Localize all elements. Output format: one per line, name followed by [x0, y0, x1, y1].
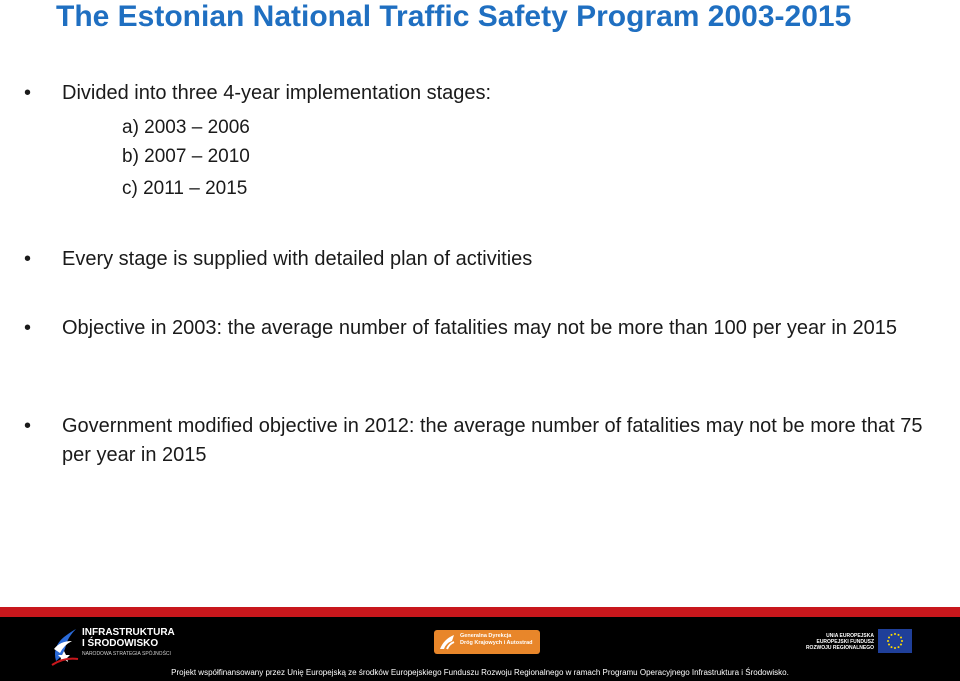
bullet-objective-2012: • Government modified objective in 2012: the average number of fatalities may not be more that 75 per year in 2015	[62, 412, 942, 470]
road-arrow-icon	[438, 633, 456, 651]
bullet-stages: • Divided into three 4-year implementation stages:	[62, 79, 942, 108]
logo-center-line2: Dróg Krajowych i Autostrad	[460, 640, 533, 646]
slide-title: The Estonian National Traffic Safety Program 2003-2015	[56, 0, 852, 33]
bullet-objective-2003: • Objective in 2003: the average number of fatalities may not be more than 100 per year in 2015	[62, 314, 942, 343]
logo-center-line1: Generalna Dyrekcja	[460, 633, 512, 639]
logo-right-line1: UNIA EUROPEJSKA	[826, 633, 874, 639]
logo-right-line2: EUROPEJSKI FUNDUSZ	[816, 639, 874, 645]
stage-item: a) 2003 – 2006	[122, 117, 250, 138]
funding-note: Projekt współfinansowany przez Unię Europejską ze środków Europejskiego Funduszu Rozwoju Regionalnego w ramach Programu Operacyjnego Infrastruktura i Środowisko.	[171, 668, 789, 677]
stage-item: b) 2007 – 2010	[122, 146, 250, 167]
logo-right-line3: ROZWOJU REGIONALNEGO	[805, 645, 874, 651]
footer-stripe	[0, 607, 960, 617]
eu-logo	[805, 629, 912, 655]
stage-item: c) 2011 – 2015	[122, 178, 248, 199]
logo-left-line2: I ŚRODOWISKO	[82, 638, 159, 649]
eu-flag-icon	[878, 629, 912, 653]
gddkia-logo	[434, 630, 540, 654]
star-swirl-icon	[50, 627, 80, 667]
logo-left-line1: INFRASTRUKTURA	[82, 627, 175, 638]
bullet-plan: • Every stage is supplied with detailed plan of activities	[62, 245, 942, 274]
infrastruktura-logo	[50, 625, 180, 673]
logo-left-subtitle: NARODOWA STRATEGIA SPÓJNOŚCI	[82, 651, 171, 657]
footer	[0, 617, 960, 681]
